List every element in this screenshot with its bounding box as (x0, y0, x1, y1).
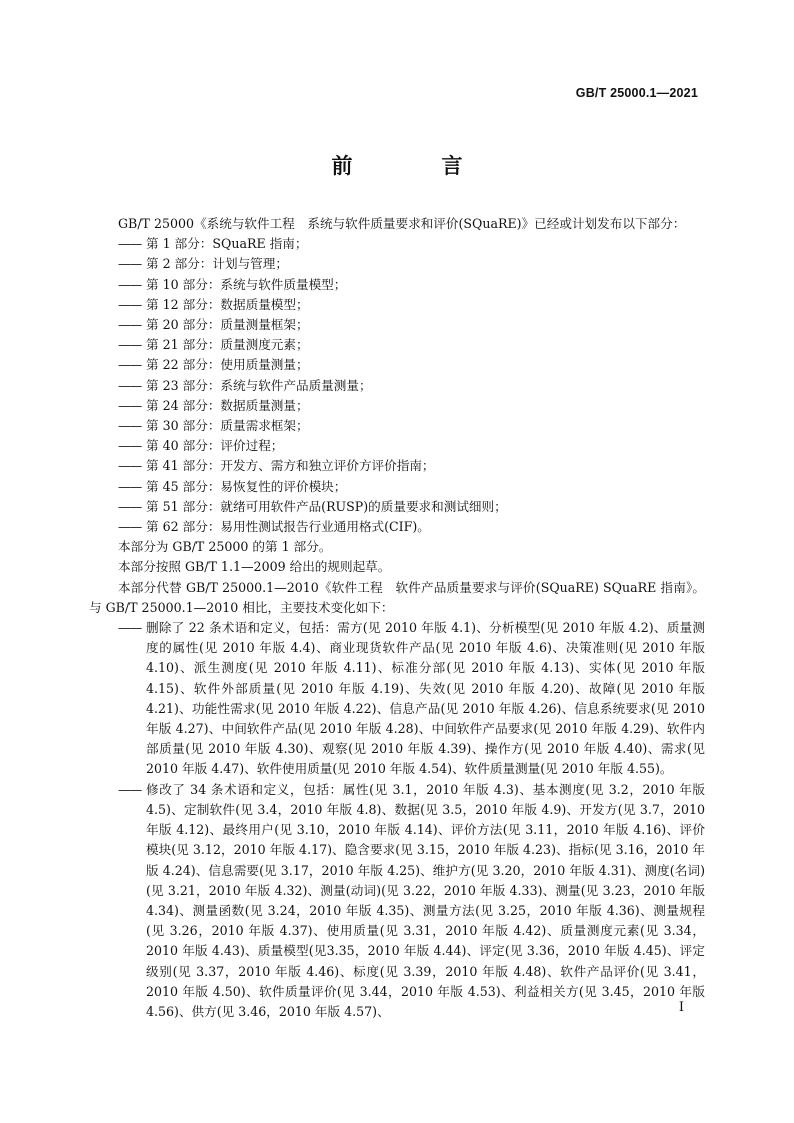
list-item (89, 254, 705, 274)
list-item-text: 第 21 部分：质量测度元素； (146, 337, 309, 353)
list-item-text: 第 45 部分：易恢复性的评价模块； (146, 478, 347, 494)
dash: —— (118, 357, 142, 373)
dash: —— (118, 337, 142, 353)
dash: —— (118, 377, 142, 393)
change-item-text: 修改了 34 条术语和定义，包括：属性(见 3.1，2010 年版 4.3)、基本测度(见 3.2，2010 年版 4.5)、定制软件(见 3.4，2010 年版 4.8)、数据(见 3.5，2010 年版 4.9)、开发方(见 3.7，2010 年版 4.12)、最终用户(见 3.10，2010 年版 4.14)、评价方法(见 3.11，2010 年版 4.16)、评价模块(见 3.12，2010 年版 4.17)、隐含要求(见 3.15，2010 年版 4.23)、指标(见 3.16，2010 年版 4.24)、信息需要(见 3.17，2010 年版 4.25)、维护方(见 3.20，2010 年版 4.31)、测度(名词)(见 3.21，2010 年版 4.32)、测量(动词)(见 3.22，2010 年版 4.33)、测量(见 3.23，2010 年版 4.34)、测量函数(见 3.24，2010 年版 4.35)、测量方法(见 3.25，2010 年版 4.36)、测量规程(见 3.26，2010 年版 4.37)、使用质量(见 3.31，2010 年版 4.42)、质量测度元素(见 3.34，2010 年版 4.43)、质量模型(见3.35，2010 年版 4.44)、评定(见 3.36，2010 年版 4.45)、评定级别(见 3.37，2010 年版 4.46)、标度(见 3.39，2010 年版 4.48)、软件产品评价(见 3.41，2010 年版 4.50)、软件质量评价(见 3.44，2010 年版 4.53)、利益相关方(见 3.45，2010 年版 4.56)、供方(见 3.46，2010 年版 4.57)、 (146, 781, 705, 1019)
list-item (89, 355, 705, 375)
list-item-text: 第 41 部分：开发方、需方和独立评价方评价指南； (146, 458, 435, 474)
dash: —— (118, 418, 142, 434)
list-item (89, 456, 705, 476)
change-item (89, 618, 705, 780)
drafting-rules-paragraph: 本部分按照 GB/T 1.1—2009 给出的规则起草。 (118, 559, 391, 575)
dash: —— (118, 317, 142, 333)
list-item (89, 275, 705, 295)
dash: —— (118, 620, 142, 636)
list-item-text: 第 40 部分：评价过程； (146, 438, 284, 454)
list-item-text: 第 2 部分：计划与管理； (146, 256, 288, 272)
replaces-paragraph: 本部分代替 GB/T 25000.1—2010《软件工程 软件产品质量要求与评价(SQuaRE) SQuaRE 指南》。与 GB/T 25000.1—2010 相比，主要技术变化如下： (89, 579, 705, 615)
list-item-text: 第 12 部分：数据质量模型； (146, 296, 309, 312)
parts-list (89, 234, 705, 537)
list-item-text: 第 24 部分：数据质量测量； (146, 397, 309, 413)
changes-list (89, 618, 705, 1022)
list-item (89, 497, 705, 517)
list-item-text: 第 1 部分：SQuaRE 指南； (146, 236, 308, 252)
part-of-paragraph: 本部分为 GB/T 25000 的第 1 部分。 (118, 539, 332, 555)
list-item (89, 396, 705, 416)
document-body (89, 214, 705, 1022)
list-item (89, 335, 705, 355)
standard-code: GB/T 25000.1—2021 (575, 86, 698, 100)
intro-paragraph: GB/T 25000《系统与软件工程 系统与软件质量要求和评价(SQuaRE)》已经或计划发布以下部分： (118, 216, 686, 231)
list-item-text: 第 62 部分：易用性测试报告行业通用格式(CIF)。 (146, 519, 430, 535)
dash: —— (118, 276, 142, 292)
change-item-text: 删除了 22 条术语和定义，包括：需方(见 2010 年版 4.1)、分析模型(见 2010 年版 4.2)、质量测度的属性(见 2010 年版 4.4)、商业现货软件产品(见 2010 年版 4.6)、决策准则(见 2010 年版 4.10)、派生测度(见 2010 年版 4.11)、标准分部(见 2010 年版 4.13)、实体(见 2010 年版 4.15)、软件外部质量(见 2010 年版 4.19)、失效(见 2010 年版 4.20)、故障(见 2010 年版 4.21)、功能性需求(见 2010 年版 4.22)、信息产品(见 2010 年版 4.26)、信息系统要求(见 2010 年版 4.27)、中间软件产品(见 2010 年版 4.28)、中间软件产品要求(见 2010 年版 4.29)、软件内部质量(见 2010 年版 4.30)、观察(见 2010 年版 4.39)、操作方(见 2010 年版 4.40)、需求(见 2010 年版 4.47)、软件使用质量(见 2010 年版 4.54)、软件质量测量(见 2010 年版 4.55)。 (146, 620, 705, 777)
dash: —— (118, 478, 142, 494)
list-item (89, 477, 705, 497)
change-item (89, 780, 705, 1022)
page-title: 前 言 (331, 153, 497, 178)
dash: —— (118, 236, 142, 252)
list-item (89, 436, 705, 456)
list-item (89, 315, 705, 335)
list-item-text: 第 51 部分：就绪可用软件产品(RUSP)的质量要求和测试细则； (146, 498, 507, 514)
list-item (89, 376, 705, 396)
list-item-text: 第 23 部分：系统与软件产品质量测量； (146, 377, 372, 393)
list-item-text: 第 22 部分：使用质量测量； (146, 357, 309, 373)
dash: —— (118, 781, 142, 797)
list-item-text: 第 20 部分：质量测量框架； (146, 317, 309, 333)
dash: —— (118, 458, 142, 474)
dash: —— (118, 519, 142, 535)
dash: —— (118, 498, 142, 514)
list-item-text: 第 30 部分：质量需求框架； (146, 418, 309, 434)
page-number: I (678, 1000, 684, 1015)
dash: —— (118, 438, 142, 454)
list-item (89, 234, 705, 254)
dash: —— (118, 296, 142, 312)
dash: —— (118, 256, 142, 272)
list-item (89, 295, 705, 315)
list-item (89, 517, 705, 537)
list-item-text: 第 10 部分：系统与软件质量模型； (146, 276, 347, 292)
dash: —— (118, 397, 142, 413)
list-item (89, 416, 705, 436)
